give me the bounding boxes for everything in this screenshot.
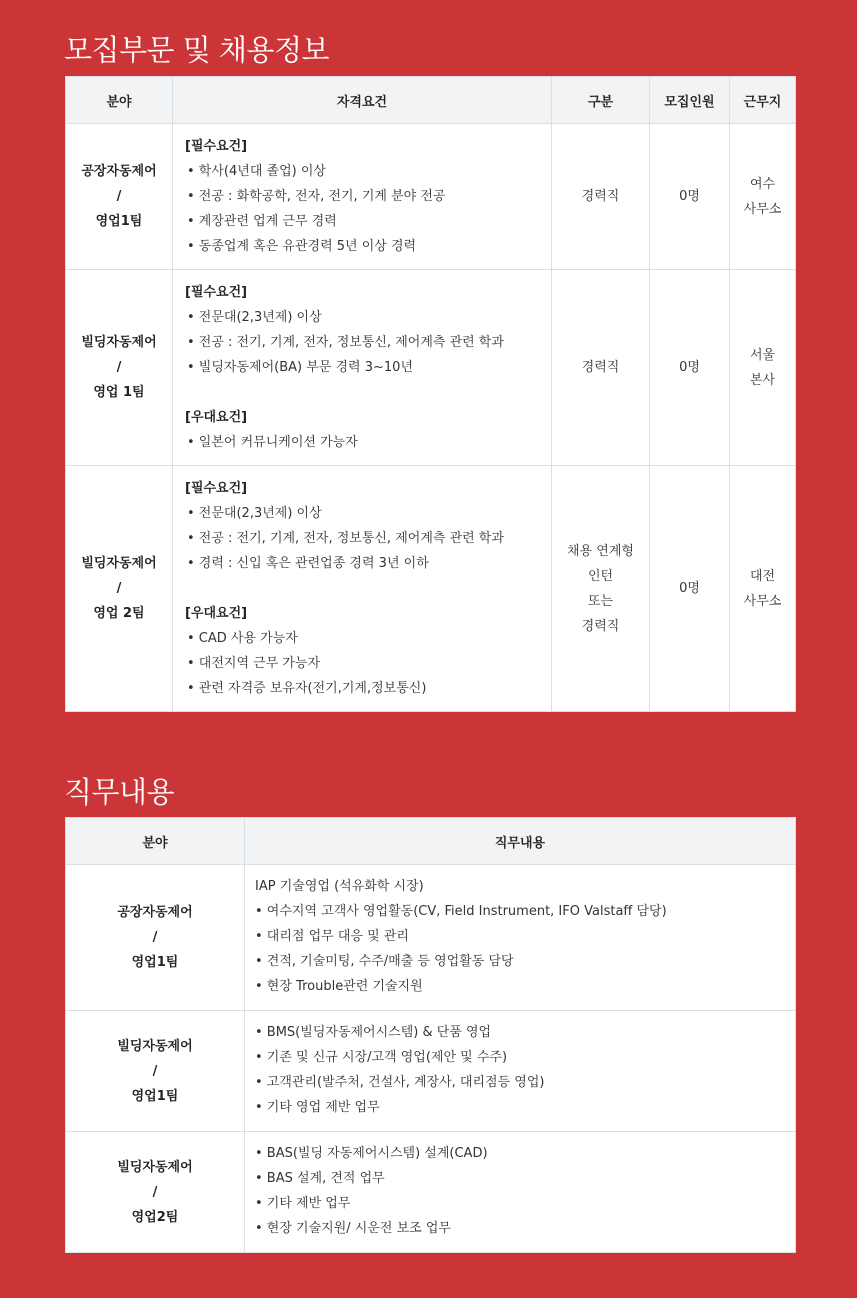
requirement-item: • 빌딩자동제어(BA) 부문 경력 3~10년 bbox=[187, 360, 413, 375]
requirement-item: • 전공 : 화학공학, 전자, 전기, 기계 분야 전공 bbox=[187, 189, 446, 204]
type-line: 경력직 bbox=[581, 189, 620, 204]
preferred-item: • 대전지역 근무 가능자 bbox=[187, 656, 321, 671]
field-line: 빌딩자동제어 bbox=[81, 556, 157, 571]
duty-item: • 기존 및 신규 시장/고객 영업(제안 및 수주) bbox=[255, 1050, 508, 1065]
duty-item: • BAS 설계, 견적 업무 bbox=[255, 1171, 385, 1186]
table-header-row bbox=[66, 818, 796, 865]
recruitment-table bbox=[65, 76, 796, 712]
header-requirements: 자격요건 bbox=[173, 77, 552, 124]
duties-cell bbox=[245, 1011, 796, 1132]
spacer bbox=[185, 380, 539, 405]
type-cell bbox=[552, 124, 650, 270]
type-line: 경력직 bbox=[581, 360, 620, 375]
field-cell bbox=[66, 1011, 245, 1132]
section-title-duties: 직무내용 bbox=[64, 775, 175, 809]
field-line: 영업 1팀 bbox=[93, 385, 145, 400]
required-label: [필수요건] bbox=[185, 481, 248, 496]
location-line: 여수 bbox=[749, 176, 776, 192]
table-row bbox=[66, 865, 796, 1011]
header-field: 분야 bbox=[66, 818, 245, 865]
duty-item: • 대리점 업무 대응 및 관리 bbox=[255, 929, 409, 944]
field-line: / bbox=[152, 1184, 158, 1200]
preferred-item: • 일본어 커뮤니케이션 가능자 bbox=[187, 435, 358, 450]
field-line: 빌딩자동제어 bbox=[117, 1159, 193, 1175]
type-line: 채용 연계형 bbox=[567, 543, 634, 559]
field-line: 영업1팀 bbox=[95, 214, 143, 229]
requirements-cell bbox=[173, 466, 552, 712]
duty-item: • 고객관리(발주처, 건설사, 계장사, 대리점등 영업) bbox=[255, 1075, 545, 1090]
location-line: 대전 bbox=[749, 568, 776, 584]
duty-item: • BMS(빌딩자동제어시스템) & 단품 영업 bbox=[255, 1025, 492, 1040]
field-cell bbox=[66, 466, 173, 712]
field-line: 공장자동제어 bbox=[81, 164, 157, 179]
field-line: 영업1팀 bbox=[131, 955, 179, 970]
duties-table bbox=[65, 817, 796, 1253]
count-cell: 0명 bbox=[650, 270, 730, 466]
preferred-label: [우대요건] bbox=[185, 606, 248, 621]
table-row bbox=[66, 466, 796, 712]
requirement-item: • 전공 : 전기, 기계, 전자, 정보통신, 제어계측 관련 학과 bbox=[187, 335, 504, 350]
table-row bbox=[66, 1132, 796, 1253]
type-line: 또는 bbox=[587, 593, 614, 609]
count-cell: 0명 bbox=[650, 466, 730, 712]
field-line: 영업 2팀 bbox=[93, 606, 145, 621]
header-location: 근무지 bbox=[730, 77, 796, 124]
header-duties: 직무내용 bbox=[245, 818, 796, 865]
count-cell: 0명 bbox=[650, 124, 730, 270]
header-type: 구분 bbox=[552, 77, 650, 124]
duty-item: IAP 기술영업 (석유화학 시장) bbox=[255, 879, 424, 894]
duty-item: • BAS(빌딩 자동제어시스템) 설계(CAD) bbox=[255, 1146, 488, 1161]
header-count: 모집인원 bbox=[650, 77, 730, 124]
field-line: / bbox=[116, 581, 122, 596]
requirement-item: • 계장관련 업계 근무 경력 bbox=[187, 214, 337, 229]
requirement-item: • 동종업계 혹은 유관경력 5년 이상 경력 bbox=[187, 239, 417, 254]
requirement-item: • 학사(4년대 졸업) 이상 bbox=[187, 164, 326, 179]
field-line: / bbox=[116, 189, 122, 204]
requirement-item: • 전문대(2,3년제) 이상 bbox=[187, 506, 322, 521]
field-line: / bbox=[152, 1063, 158, 1079]
header-field: 분야 bbox=[66, 77, 173, 124]
duties-cell bbox=[245, 865, 796, 1011]
type-line: 경력직 bbox=[581, 618, 620, 634]
field-cell bbox=[66, 124, 173, 270]
duty-item: • 현장 기술지원/ 시운전 보조 업무 bbox=[255, 1221, 451, 1236]
table-header-row bbox=[66, 77, 796, 124]
preferred-item: • 관련 자격증 보유자(전기,기계,정보통신) bbox=[187, 681, 427, 696]
location-cell bbox=[730, 466, 796, 712]
requirement-item: • 전문대(2,3년제) 이상 bbox=[187, 310, 322, 325]
field-line: 빌딩자동제어 bbox=[81, 335, 157, 350]
duty-item: • 기타 영업 제반 업무 bbox=[255, 1100, 380, 1115]
field-line: / bbox=[152, 930, 158, 945]
duty-item: • 현장 Trouble관련 기술지원 bbox=[255, 979, 423, 994]
type-cell bbox=[552, 270, 650, 466]
requirements-cell bbox=[173, 124, 552, 270]
location-line: 사무소 bbox=[743, 593, 782, 609]
field-cell bbox=[66, 270, 173, 466]
field-line: / bbox=[116, 360, 122, 375]
field-line: 빌딩자동제어 bbox=[117, 1038, 193, 1054]
requirement-item: • 경력 : 신입 혹은 관련업종 경력 3년 이하 bbox=[187, 556, 429, 571]
required-label: [필수요건] bbox=[185, 139, 248, 154]
table-row bbox=[66, 1011, 796, 1132]
requirement-item: • 전공 : 전기, 기계, 전자, 정보통신, 제어계측 관련 학과 bbox=[187, 531, 504, 546]
spacer bbox=[185, 576, 539, 601]
location-line: 서울 bbox=[749, 347, 776, 363]
location-cell bbox=[730, 124, 796, 270]
field-line: 영업2팀 bbox=[131, 1209, 179, 1225]
duties-cell bbox=[245, 1132, 796, 1253]
field-cell bbox=[66, 865, 245, 1011]
section-title-recruitment: 모집부문 및 채용정보 bbox=[64, 33, 330, 67]
location-cell bbox=[730, 270, 796, 466]
location-line: 본사 bbox=[749, 372, 776, 388]
field-line: 공장자동제어 bbox=[117, 905, 193, 920]
table-row bbox=[66, 270, 796, 466]
required-label: [필수요건] bbox=[185, 285, 248, 300]
field-cell bbox=[66, 1132, 245, 1253]
duty-item: • 기타 제반 업무 bbox=[255, 1196, 351, 1211]
location-line: 사무소 bbox=[743, 201, 782, 217]
type-line: 인턴 bbox=[587, 568, 614, 584]
duty-item: • 견적, 기술미팅, 수주/매출 등 영업활동 담당 bbox=[255, 954, 514, 969]
requirements-cell bbox=[173, 270, 552, 466]
preferred-item: • CAD 사용 가능자 bbox=[187, 631, 298, 646]
duty-item: • 여수지역 고객사 영업활동(CV, Field Instrument, IFO Valstaff 담당) bbox=[255, 904, 667, 919]
field-line: 영업1팀 bbox=[131, 1088, 179, 1104]
type-cell bbox=[552, 466, 650, 712]
preferred-label: [우대요건] bbox=[185, 410, 248, 425]
table-row bbox=[66, 124, 796, 270]
